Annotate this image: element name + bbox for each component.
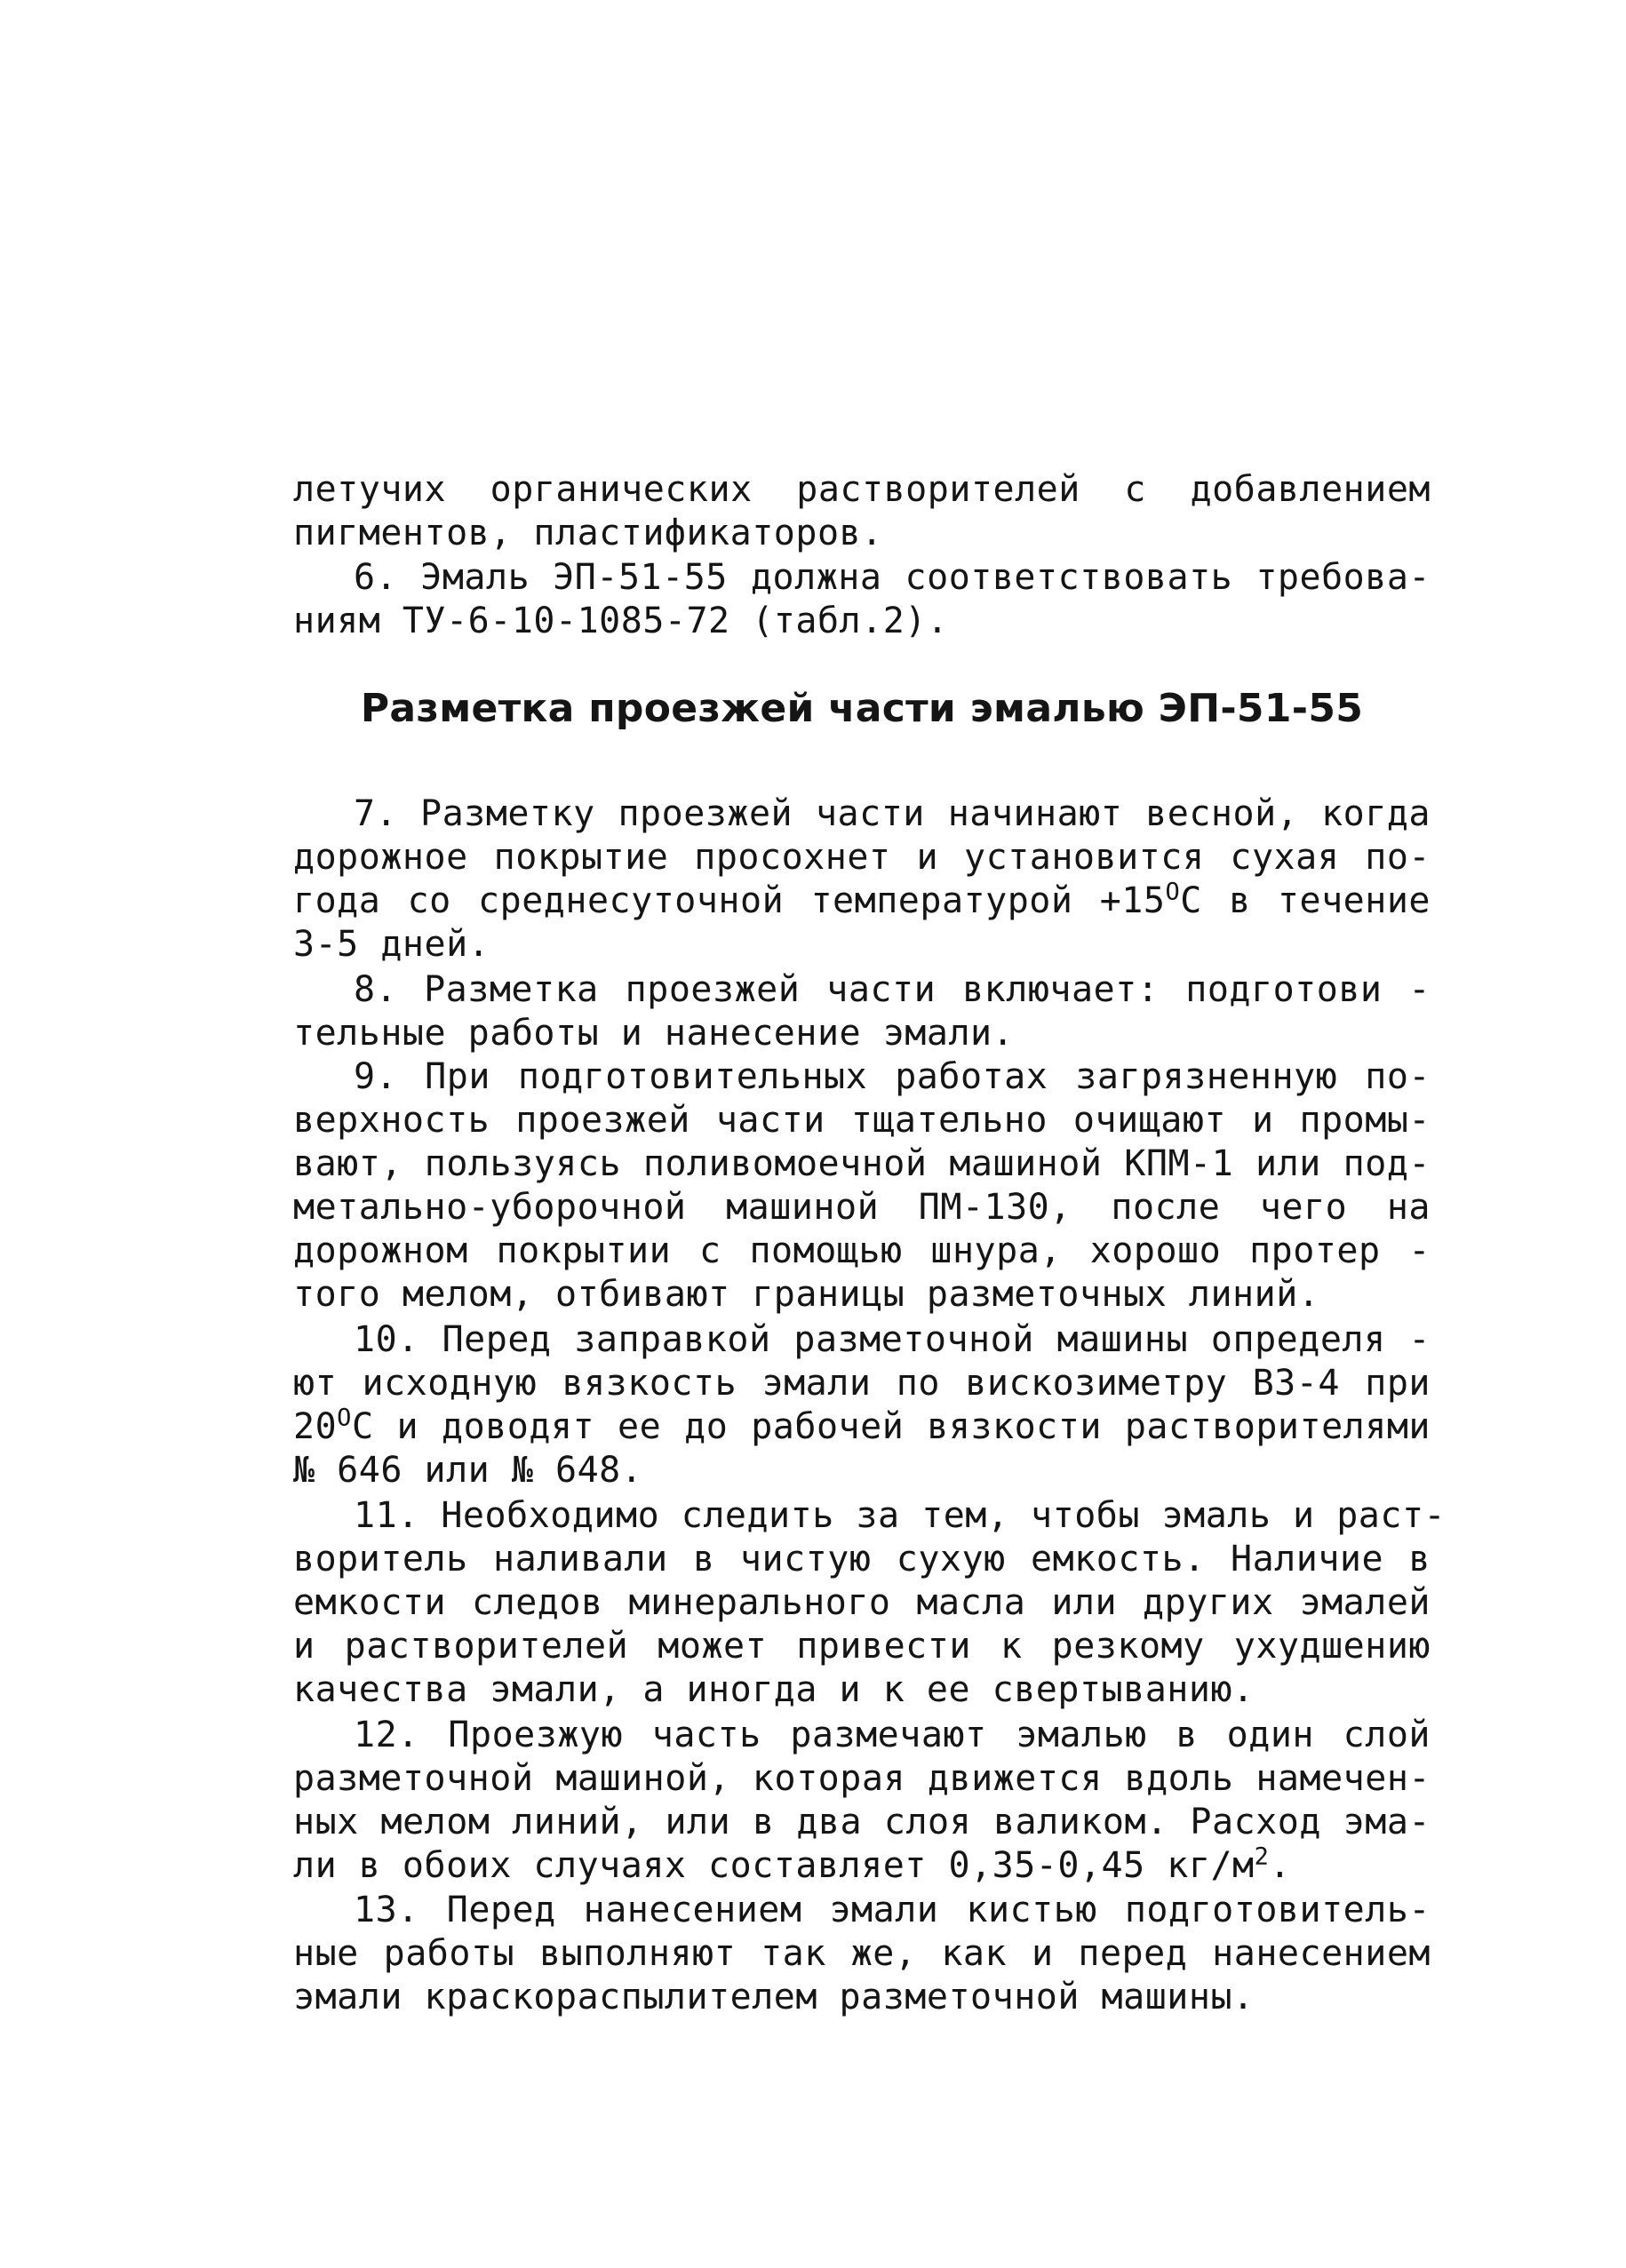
text-line: [293, 1844, 1431, 1888]
text-line: 7. Разметку проезжей части начинают весной, когда: [354, 793, 1431, 834]
section-heading: Разметка проезжей части эмалью ЭП-51-55: [360, 686, 1364, 731]
text-line: вают, пользуясь поливомоечной машиной КПМ-1 или под-: [293, 1143, 1431, 1184]
paragraph-13: [293, 1889, 1431, 2019]
text-fragment: С и доводят ее до рабочей вязкости растворителями: [351, 1406, 1431, 1447]
text-line: 9. При подготовительных работах загрязненную по-: [354, 1056, 1431, 1097]
squared-superscript: 2: [1254, 1842, 1270, 1871]
text-line: летучих органических растворителей с добавлением: [293, 469, 1431, 510]
text-line: ных мелом линий, или в два слоя валиком. Расход эма-: [293, 1802, 1431, 1842]
paragraph-5-continuation: [293, 468, 1431, 555]
text-line: 13. Перед нанесением эмали кистью подготовитель-: [354, 1890, 1431, 1930]
text-line: ные работы выполняют так же, как и перед нанесением: [293, 1933, 1431, 1974]
text-line: качества эмали, а иногда и к ее свертыванию.: [293, 1669, 1255, 1710]
text-line: верхность проезжей части тщательно очищают и промы-: [293, 1100, 1431, 1141]
paragraph-9: [293, 1055, 1431, 1317]
paragraph-7: [293, 792, 1431, 967]
text-fragment: ли в обоих случаях составляет 0,35-0,45 кг/м: [293, 1845, 1255, 1886]
text-fragment: С в течение: [1180, 880, 1431, 921]
text-line: 3-5 дней.: [293, 924, 490, 965]
degree-superscript: О: [1165, 878, 1181, 906]
text-line: 10. Перед заправкой разметочной машины определя -: [354, 1319, 1431, 1360]
text-fragment: .: [1269, 1845, 1291, 1886]
text-line: ют исходную вязкость эмали по вискозиметру ВЗ-4 при: [293, 1363, 1431, 1404]
paragraph-6: [293, 556, 1431, 643]
text-fragment: 20: [293, 1406, 338, 1447]
text-line: того мелом, отбивают границы разметочных линий.: [293, 1274, 1320, 1315]
text-line: и растворителей может привести к резкому ухудшению: [293, 1626, 1431, 1667]
text-line: 11. Необходимо следить за тем, чтобы эмаль и раст-: [354, 1495, 1447, 1536]
text-line: тельные работы и нанесение эмали.: [293, 1013, 1015, 1054]
text-line: ниям ТУ-6-10-1085-72 (табл.2).: [293, 601, 949, 641]
text-line: разметочной машиной, которая движется вдоль намечен-: [293, 1758, 1431, 1799]
text-line: дорожное покрытие просохнет и установится сухая по-: [293, 837, 1431, 878]
text-fragment: года со среднесуточной температурой +15: [293, 880, 1166, 921]
text-line: № 646 или № 648.: [293, 1450, 643, 1491]
paragraph-10: [293, 1318, 1431, 1492]
text-line: метально-уборочной машиной ПМ-130, после чего на: [293, 1187, 1431, 1228]
text-line: [293, 1405, 1431, 1449]
paragraph-12: [293, 1714, 1431, 1888]
paragraph-11: [293, 1494, 1447, 1712]
text-line: емкости следов минерального масла или других эмалей: [293, 1582, 1431, 1623]
paragraph-8: [293, 968, 1431, 1055]
text-line: 8. Разметка проезжей части включает: подготови -: [354, 969, 1431, 1010]
text-line: 12. Проезжую часть размечают эмалью в один слой: [354, 1715, 1431, 1755]
text-line: [293, 879, 1431, 923]
text-line: воритель наливали в чистую сухую емкость. Наличие в: [293, 1539, 1431, 1580]
text-line: дорожном покрытии с помощью шнура, хорошо протер -: [293, 1230, 1431, 1271]
text-line: 6. Эмаль ЭП-51-55 должна соответствовать требова-: [354, 557, 1431, 598]
text-line: эмали краскораспылителем разметочной машины.: [293, 1977, 1255, 2017]
degree-superscript: О: [337, 1404, 352, 1432]
text-line: пигментов, пластификаторов.: [293, 513, 883, 553]
